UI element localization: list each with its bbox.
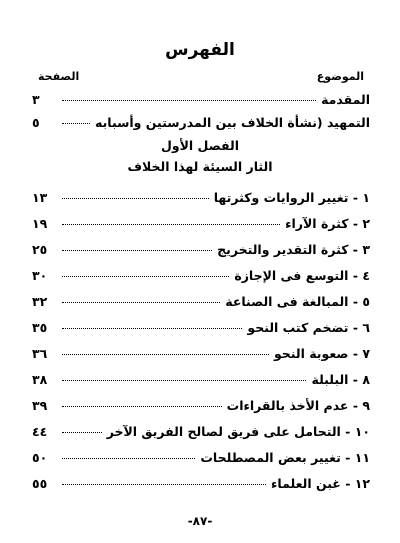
toc-entry-label: المقدمة [321, 92, 370, 107]
toc-entry-page: ٤٤ [32, 424, 48, 439]
column-headers [30, 70, 370, 84]
toc-entry [30, 216, 370, 236]
toc-entry-label: ١١ - تغيير بعض المصطلحات [200, 450, 370, 465]
dot-leader [62, 198, 209, 199]
toc-entry [30, 294, 370, 314]
index-page [30, 0, 370, 543]
dot-leader [62, 458, 195, 459]
page-title: الفهرس [165, 40, 235, 60]
dot-leader [62, 380, 306, 381]
toc-entry [30, 450, 370, 470]
toc-entry-label: ١٠ - التحامل على فريق لصالح الفريق الآخر [106, 424, 370, 439]
toc-entry-label: ٥ - المبالغة فى الصناعة [225, 294, 370, 309]
toc-entry [30, 476, 370, 496]
page-number: -٨٧- [187, 514, 213, 528]
toc-entry [30, 398, 370, 418]
dot-leader [62, 302, 220, 303]
dot-leader [62, 484, 266, 485]
toc-entry-page: ٣٦ [32, 346, 48, 361]
dot-leader [62, 123, 90, 124]
toc-entry [30, 372, 370, 392]
toc-entry-page: ١٩ [32, 216, 48, 231]
toc-entry-label: ٣ - كثرة التقدير والتخريج [217, 242, 370, 257]
dot-leader [62, 276, 229, 277]
toc-entry [30, 92, 370, 112]
toc-entry-page: ٣٠ [32, 268, 48, 283]
chapter-subheading: الثار السيئة لهذا الخلاف [127, 159, 273, 174]
toc-entry-label: ٧ - صعوبة النحو [273, 346, 370, 361]
toc-entry-label: ٨ - البلبلة [311, 372, 370, 387]
toc-entry-page: ٥٥ [32, 476, 48, 491]
toc-entry-page: ٢٥ [32, 242, 48, 257]
toc-entry-page: ٣ [32, 92, 40, 107]
page-column-header: الصفحة [38, 70, 80, 83]
toc-entry-label: ٤ - التوسع فى الإجازة [234, 268, 370, 283]
toc-entry [30, 242, 370, 262]
toc-entry [30, 268, 370, 288]
toc-entry [30, 115, 370, 135]
toc-entry-page: ٥ [32, 115, 40, 130]
toc-entry-label: ١٢ - غبن العلماء [271, 476, 370, 491]
toc-entry-page: ٥٠ [32, 450, 48, 465]
toc-entry-page: ١٣ [32, 190, 48, 205]
toc-entry [30, 190, 370, 210]
dot-leader [62, 224, 280, 225]
dot-leader [62, 406, 222, 407]
toc-entry-label: ٦ - تضخم كتب النحو [247, 320, 370, 335]
toc-entry-page: ٣٩ [32, 398, 48, 413]
toc-entry-label: ٢ - كثرة الآراء [285, 216, 370, 231]
dot-leader [62, 250, 212, 251]
toc-entry-label: ١ - تغيير الروايات وكثرتها [213, 190, 370, 205]
topic-column-header: الموضوع [316, 70, 364, 83]
chapter-heading: الفصل الأول [160, 138, 239, 153]
toc-entry-page: ٣٢ [32, 294, 48, 309]
toc-entry-page: ٣٥ [32, 320, 48, 335]
toc-entry-label: التمهيد (نشأة الخلاف بين المدرستين وأسبابه [95, 115, 370, 130]
toc-entry [30, 424, 370, 444]
toc-entry-page: ٣٨ [32, 372, 48, 387]
toc-entry [30, 346, 370, 366]
toc-entry [30, 320, 370, 340]
toc-entry-label: ٩ - عدم الأخذ بالقراءات [226, 398, 370, 413]
dot-leader [62, 354, 269, 355]
dot-leader [62, 100, 316, 101]
dot-leader [62, 328, 242, 329]
dot-leader [62, 432, 102, 433]
